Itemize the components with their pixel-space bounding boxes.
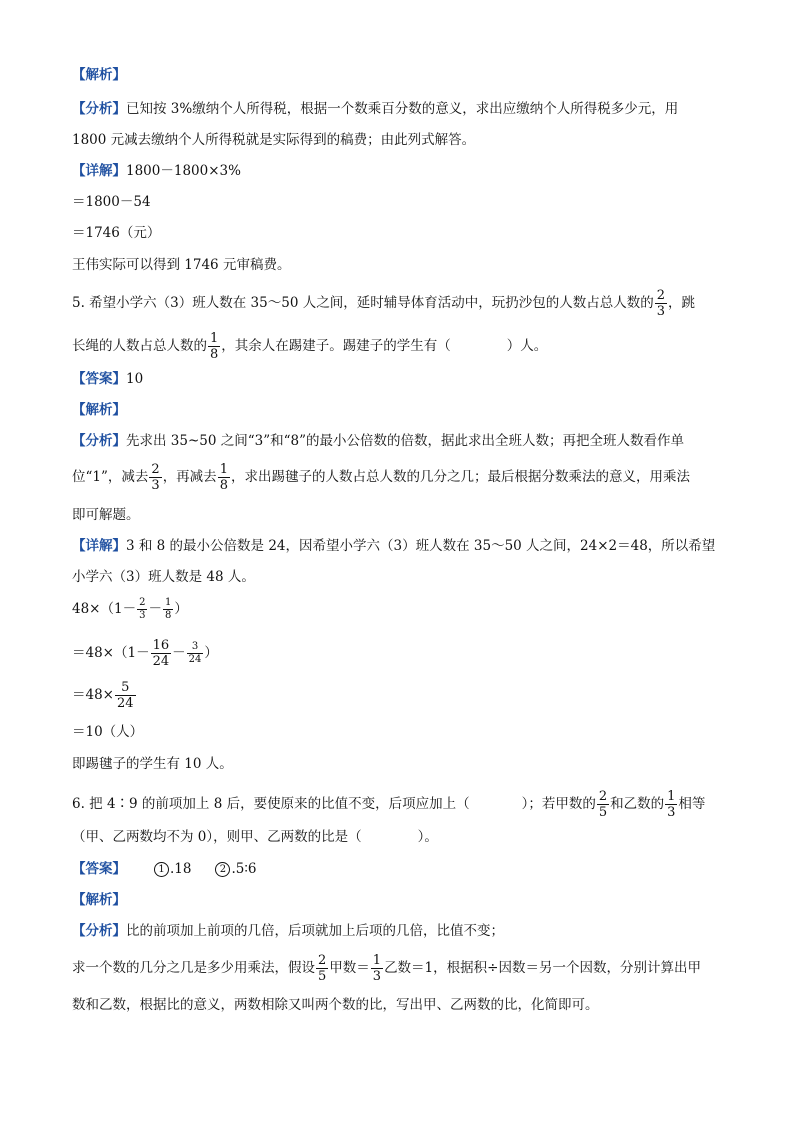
q5-xiangjie-line1: 【详解】3 和 8 的最小公倍数是 24，因希望小学六（3）班人数在 35～50 人之间，24×2＝48，所以希望 (72, 538, 716, 554)
fraction: $\frac{2}{3}$ (139, 597, 146, 621)
q6-answer: 【答案】 1 .18 2 .5∶6 (72, 861, 257, 877)
q6-fenxi-line2: 求一个数的几分之几是多少用乘法，假设 $\frac{2}{5}$ 甲数＝ $\frac{1}{3}$ 乙数＝1，根据积÷因数＝另一个因数，分别计算出甲 (72, 953, 701, 984)
fraction: $\frac{1}{8}$ (210, 331, 219, 362)
circled-number-icon: 1 (154, 862, 169, 877)
fraction: $\frac{1}{3}$ (667, 789, 676, 820)
p4-fenxi-line2: 1800 元减去缴纳个人所得税就是实际得到的稿费；由此列式解答。 (72, 132, 476, 148)
circled-number-icon: 2 (215, 862, 230, 877)
q5-conclusion: 即踢毽子的学生有 10 人。 (72, 756, 233, 772)
p4-calc-line2: ＝1800－54 (72, 194, 151, 210)
q5-fenxi-line3: 即可解题。 (72, 507, 140, 523)
q6-question-line2: （甲、乙两数均不为 0），则甲、乙两数的比是（ ）。 (72, 829, 438, 845)
q6-fenxi-line3: 数和乙数，根据比的意义，两数相除又叫两个数的比，写出甲、乙两数的比，化简即可。 (72, 997, 599, 1013)
q5-calc-line1: 48×（1－ $\frac{2}{3}$ － $\frac{1}{8}$ ） (72, 597, 188, 621)
q5-fenxi-line2: 位“1”，减去 $\frac{2}{3}$ ，再减去 $\frac{1}{8}$ ，求出踢毽子的人数占总人数的几分之几；最后根据分数乘法的意义，用乘法 (72, 462, 690, 493)
fraction: $\frac{1}{8}$ (219, 462, 228, 493)
q6-question-line1: 6. 把 4∶9 的前项加上 8 后，要使原来的比值不变，后项应加上（ ）；若甲数的 $\frac{2}{5}$ 和乙数的 $\frac{1}{3}$ 相等 (72, 789, 706, 820)
p4-fenxi-line1: 【分析】已知按 3%缴纳个人所得税，根据一个数乘百分数的意义，求出应缴纳个人所得税多少元，用 (72, 101, 679, 117)
fraction: $\frac{16}{24}$ (152, 638, 170, 669)
fraction: $\frac{2}{3}$ (151, 462, 160, 493)
jiexi-heading: 【解析】 (72, 67, 126, 83)
p4-calc-line3: ＝1746（元） (72, 225, 161, 241)
q5-question-line2: 长绳的人数占总人数的 $\frac{1}{8}$ ，其余人在踢建子。踢建子的学生有（ ）人。 (72, 331, 548, 362)
fraction: $\frac{1}{3}$ (372, 953, 382, 984)
fraction: $\frac{2}{5}$ (318, 953, 327, 984)
fraction: $\frac{2}{5}$ (598, 789, 608, 820)
fraction: $\frac{3}{24}$ (188, 641, 202, 665)
fraction: $\frac{1}{8}$ (164, 597, 172, 621)
q5-question-line1: 5. 希望小学六（3）班人数在 35～50 人之间，延时辅导体育活动中，玩扔沙包的人数占总人数的 $\frac{2}{3}$ ，跳 (72, 288, 695, 319)
q5-xiangjie-line2: 小学六（3）班人数是 48 人。 (72, 569, 255, 585)
q6-fenxi-line1: 【分析】比的前项加上前项的几倍，后项就加上后项的几倍，比值不变； (72, 923, 504, 939)
p4-conclusion: 王伟实际可以得到 1746 元审稿费。 (72, 257, 291, 273)
q5-answer: 【答案】10 (72, 371, 144, 387)
q5-fenxi-line1: 【分析】先求出 35~50 之间“3”和“8”的最小公倍数的倍数，据此求出全班人数；再把全班人数看作单 (72, 433, 685, 449)
p4-xiangjie-line: 【详解】1800－1800×3% (72, 163, 241, 179)
q5-calc-line3: ＝48× $\frac{5}{24}$ (72, 680, 134, 711)
q6-jiexi-heading: 【解析】 (72, 892, 126, 908)
q5-calc-line2: ＝48×（1－ $\frac{16}{24}$ － $\frac{3}{24}$ ） (72, 638, 218, 669)
fraction: $\frac{2}{3}$ (656, 288, 665, 319)
fraction: $\frac{5}{24}$ (117, 680, 134, 711)
q5-calc-line4: ＝10（人） (72, 724, 144, 740)
q5-jiexi-heading: 【解析】 (72, 402, 126, 418)
